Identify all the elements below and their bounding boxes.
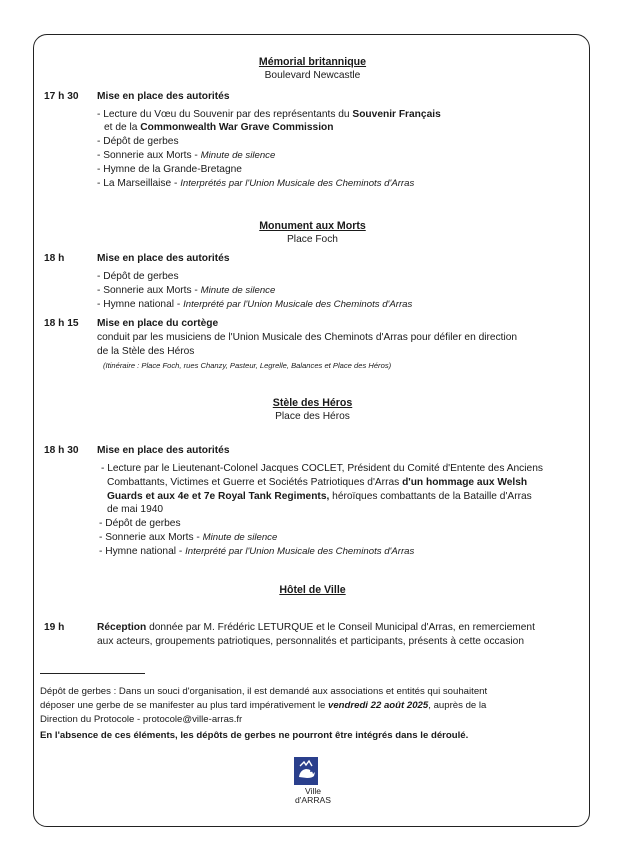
note-line-2: déposer une gerbe de se manifester au plus tard impérativement le vendredi 22 août 2025, auprès de la xyxy=(40,700,487,711)
stele-line-5: - Dépôt de gerbes xyxy=(99,518,181,529)
time-stele: 18 h 30 xyxy=(44,445,79,456)
note-line-1: Dépôt de gerbes : Dans un souci d'organisation, il est demandé aux associations et entités qui souhaitent xyxy=(40,686,488,697)
logo-emblem xyxy=(294,757,318,785)
time-hotel: 19 h xyxy=(44,622,65,633)
heading-stele: Mise en place des autorités xyxy=(97,445,230,456)
time-monument-2: 18 h 15 xyxy=(44,318,79,329)
stele-line-7: - Hymne national - Interprété par l'Union Musicale des Cheminots d'Arras xyxy=(99,546,415,557)
heading-monument-1: Mise en place des autorités xyxy=(97,253,230,264)
logo-text-line-2: d'ARRAS xyxy=(294,795,332,805)
time-memorial: 17 h 30 xyxy=(44,91,79,102)
hotel-line-1: Réception donnée par M. Frédéric LETURQUE et le Conseil Municipal d'Arras, en remerciement xyxy=(97,622,535,633)
note-line-3: Direction du Protocole - protocole@ville-arras.fr xyxy=(40,714,243,725)
stele-line-1: - Lecture par le Lieutenant-Colonel Jacques COCLET, Président du Comité d'Entente des Anciens xyxy=(101,463,543,474)
rat-emblem-icon xyxy=(294,757,318,785)
memorial-line-5: - Hymne de la Grande-Bretagne xyxy=(97,164,242,175)
section-title-monument: Monument aux Morts xyxy=(259,220,366,232)
stele-line-6: - Sonnerie aux Morts - Minute de silence xyxy=(99,532,278,543)
hotel-line-2: aux acteurs, groupements patriotiques, personnalités et participants, présents à cette occasion xyxy=(97,636,524,647)
ville-arras-logo xyxy=(288,757,338,809)
memorial-line-2: et de la Commonwealth War Grave Commission xyxy=(104,122,334,133)
section-title-memorial: Mémorial britannique xyxy=(258,56,367,68)
monument-cortege-line-2: de la Stèle des Héros xyxy=(97,346,195,357)
memorial-line-3: - Dépôt de gerbes xyxy=(97,136,179,147)
monument-cortege-line-1: conduit par les musiciens de l'Union Musicale des Cheminots d'Arras pour défiler en direction xyxy=(97,332,518,343)
monument-itinerary: (Itinéraire : Place Foch, rues Chanzy, Pasteur, Legrelle, Balances et Place des Héros) xyxy=(103,361,392,370)
section-subtitle-memorial: Boulevard Newcastle xyxy=(264,70,361,81)
section-title-stele: Stèle des Héros xyxy=(272,397,353,409)
logo-text-line-1: Ville xyxy=(304,786,322,796)
stele-line-4: de mai 1940 xyxy=(107,504,164,515)
memorial-line-1: - Lecture du Vœu du Souvenir par des représentants du Souvenir Français xyxy=(97,109,441,120)
stele-line-2: Combattants, Victimes et Guerre et Sociétés Patriotiques d'Arras d'un hommage aux Welsh xyxy=(107,477,528,488)
section-title-hotel: Hôtel de Ville xyxy=(279,584,346,596)
time-monument-1: 18 h xyxy=(44,253,65,264)
monument-line-3: - Hymne national - Interprété par l'Union Musicale des Cheminots d'Arras xyxy=(97,299,413,310)
footnote-rule xyxy=(40,673,145,674)
section-subtitle-stele: Place des Héros xyxy=(275,411,350,422)
monument-line-1: - Dépôt de gerbes xyxy=(97,271,179,282)
stele-line-3: Guards et aux 4e et 7e Royal Tank Regiments, héroïques combattants de la Bataille d'Arras xyxy=(107,491,532,502)
heading-memorial: Mise en place des autorités xyxy=(97,91,230,102)
heading-monument-2: Mise en place du cortège xyxy=(97,318,219,329)
memorial-line-6: - La Marseillaise - Interprétés par l'Union Musicale des Cheminots d'Arras xyxy=(97,178,415,189)
memorial-line-4: - Sonnerie aux Morts - Minute de silence xyxy=(97,150,276,161)
section-subtitle-monument: Place Foch xyxy=(287,234,338,245)
note-line-4: En l'absence de ces éléments, les dépôts de gerbes ne pourront être intégrés dans le déroulé. xyxy=(40,730,469,741)
monument-line-2: - Sonnerie aux Morts - Minute de silence xyxy=(97,285,276,296)
